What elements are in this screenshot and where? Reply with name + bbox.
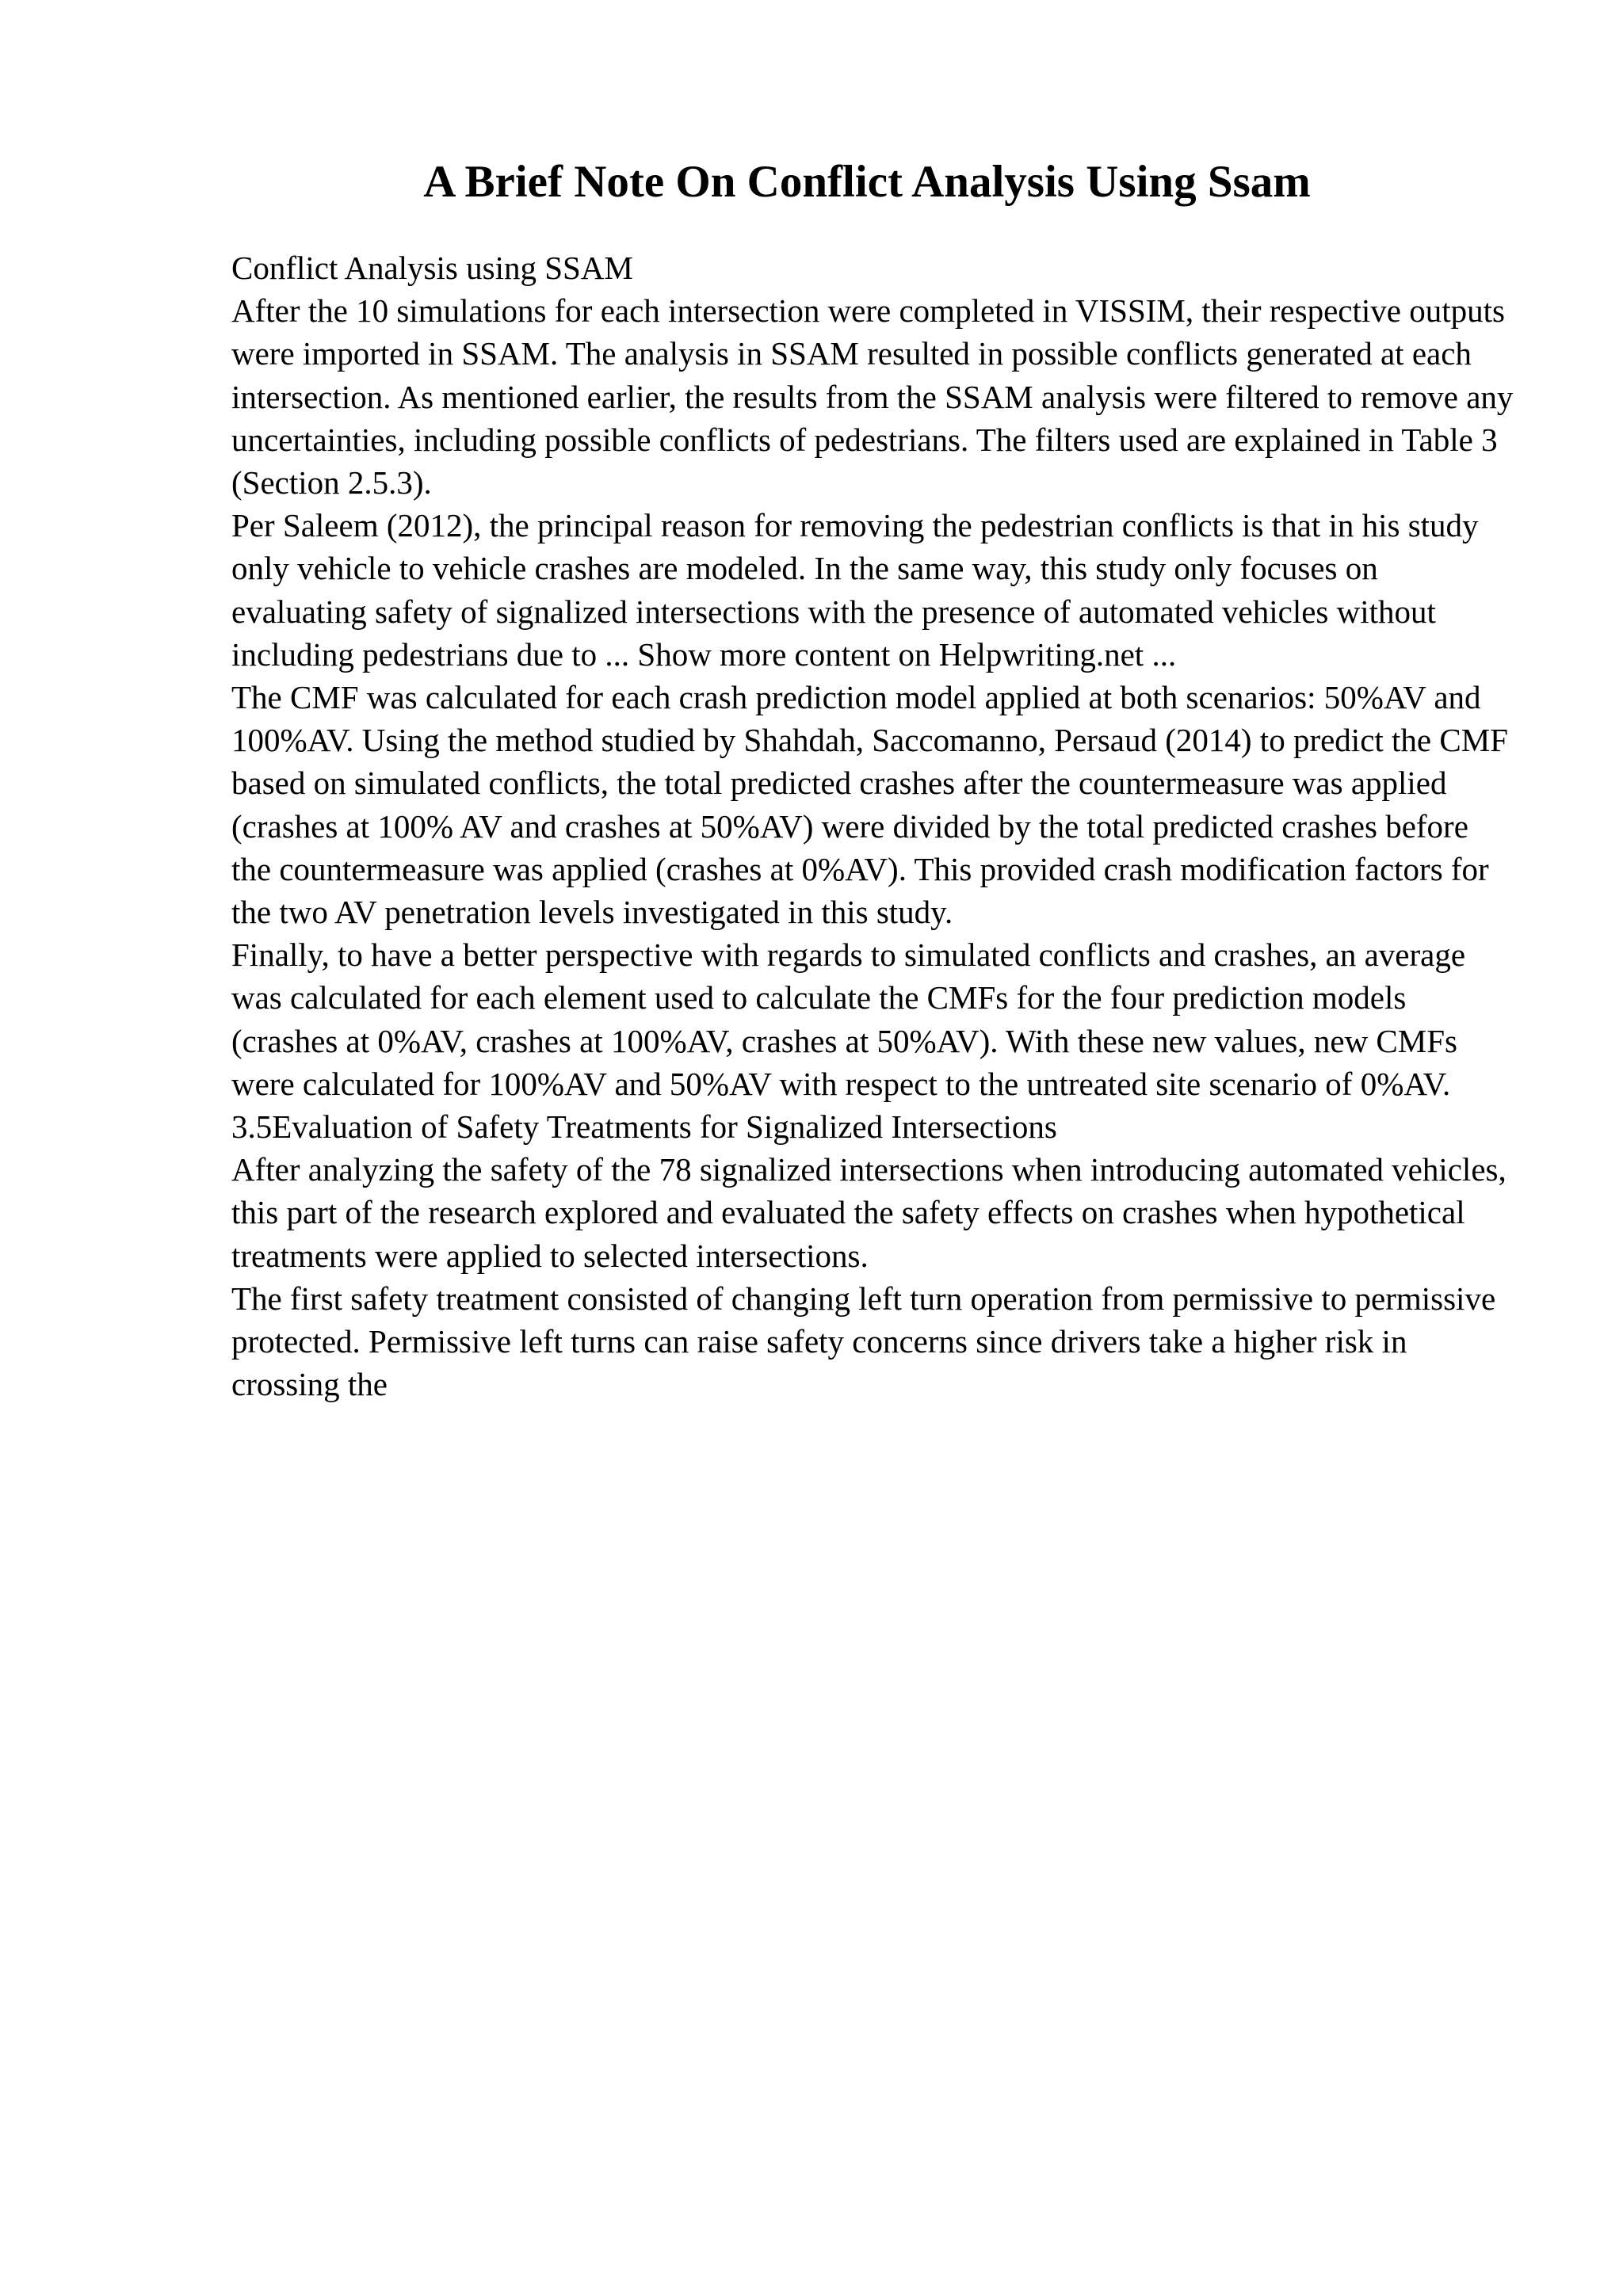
paragraph-cmf: The CMF was calculated for each crash prediction model applied at both scenarios: 50%AV and 100%AV. Using the method studied by Shahdah, Saccomanno, Persaud (2014) to predict the CMF based on simulated conflicts, the total predicted crashes after the countermeasure was applied (crashes at 100% AV and crashes at 50%AV) were divided by the total predicted crashes before the countermeasure was applied (crashes at 0%AV). This provided crash modification factors for the two AV penetration levels investigated in this study. [231,679,1508,931]
section-heading-safety-treatments: 3.5Evaluation of Safety Treatments for Signalized Intersections [231,1108,1057,1146]
paragraph-first-treatment: The first safety treatment consisted of changing left turn operation from permissive to permissive protected. Permissive left turns can raise safety concerns since drivers take a higher risk in crossing the [231,1280,1496,1403]
section-heading-conflict-analysis: Conflict Analysis using SSAM [231,250,633,286]
paragraph-saleem: Per Saleem (2012), the principal reason for removing the pedestrian conflicts is that in his study only vehicle to vehicle crashes are modeled. In the same way, this study only focuses on evaluating safety of signalized intersections with the presence of automated vehicles without including pedestrians due to ... Show more content on Helpwriting.net ... [231,507,1479,673]
paragraph-average: Finally, to have a better perspective with regards to simulated conflicts and crashes, an average was calculated for each element used to calculate the CMFs for the four prediction models (crashes at 0%AV, crashes at 100%AV, crashes at 50%AV). With these new values, new CMFs were calculated for 100%AV and 50%AV with respect to the untreated site scenario of 0%AV. [231,936,1466,1102]
document-body [231,246,1515,1405]
paragraph-simulations: After the 10 simulations for each intersection were completed in VISSIM, their respective outputs were imported in SSAM. The analysis in SSAM resulted in possible conflicts generated at each intersection. As mentioned earlier, the results from the SSAM analysis were filtered to remove any uncertainties, including possible conflicts of pedestrians. The filters used are explained in Table 3 (Section 2.5.3). [231,292,1514,502]
document-title: A Brief Note On Conflict Analysis Using Ssam [423,157,1311,207]
paragraph-analysis: After analyzing the safety of the 78 signalized intersections when introducing automated vehicles, this part of the research explored and evaluated the safety effects on crashes when hypothetical treatments were applied to selected intersections. [231,1151,1507,1274]
